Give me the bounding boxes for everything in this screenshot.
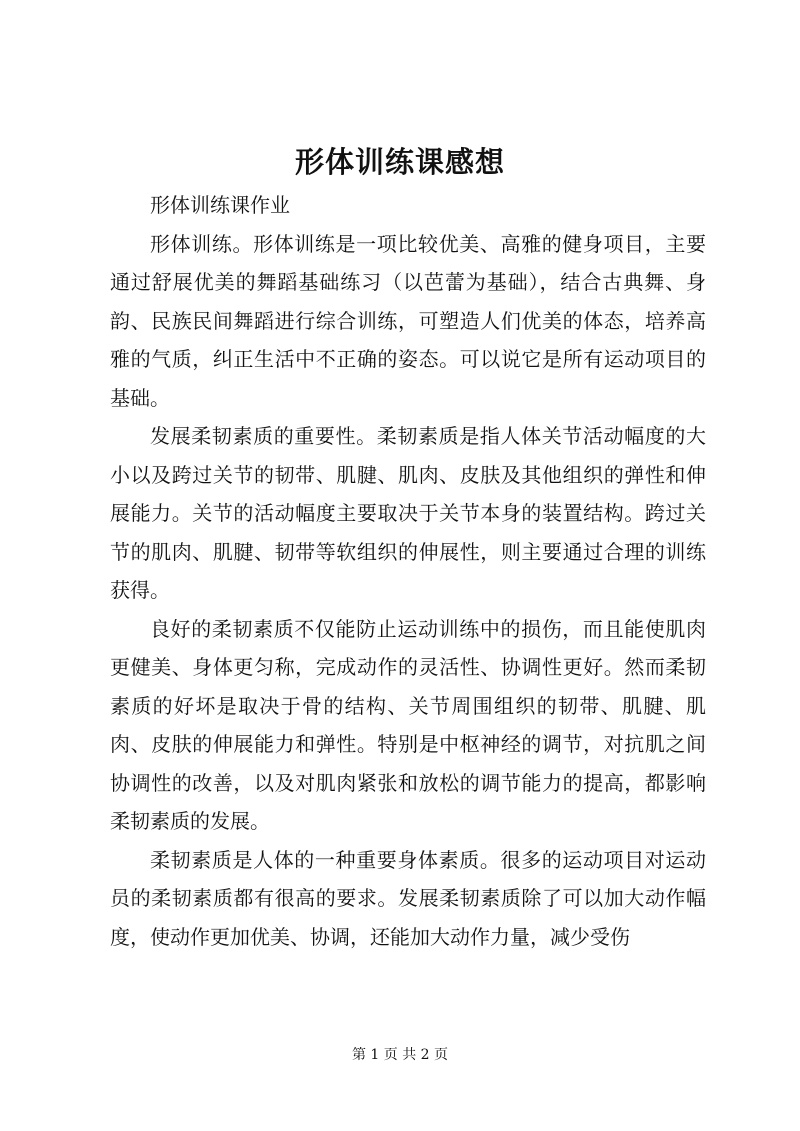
paragraph: 良好的柔韧素质不仅能防止运动训练中的损伤，而且能使肌肉更健美、身体更匀称，完成动作的灵活性、协调性更好。然而柔韧素质的好坏是取决于骨的结构、关节周围组织的韧带、肌腱、肌肉、皮肤的伸展能力和弹性。特别是中枢神经的调节，对抗肌之间协调性的改善，以及对肌肉紧张和放松的调节能力的提高，都影响柔韧素质的发展。 [110,616,706,833]
paragraph: 柔韧素质是人体的一种重要身体素质。很多的运动项目对运动员的柔韧素质都有很高的要求。发展柔韧素质除了可以加大动作幅度，使动作更加优美、协调，还能加大动作力量，减少受伤 [110,847,706,949]
paragraph-subtitle: 形体训练课作业 [150,193,290,217]
paragraph: 形体训练。形体训练是一项比较优美、高雅的健身项目，主要通过舒展优美的舞蹈基础练习（以芭蕾为基础），结合古典舞、身韵、民族民间舞蹈进行综合训练，可塑造人们优美的体态，培养高雅的气质，纠正生活中不正确的姿态。可以说它是所有运动项目的基础。 [110,231,706,410]
page-footer: 第 1 页 共 2 页 [351,1047,449,1063]
document-body [110,186,706,956]
document-title: 形体训练课感想 [294,145,505,179]
paragraph: 发展柔韧素质的重要性。柔韧素质是指人体关节活动幅度的大小以及跨过关节的韧带、肌腱、肌肉、皮肤及其他组织的弹性和伸展能力。关节的活动幅度主要取决于关节本身的装置结构。跨过关节的肌肉、肌腱、韧带等软组织的伸展性，则主要通过合理的训练获得。 [110,424,706,602]
